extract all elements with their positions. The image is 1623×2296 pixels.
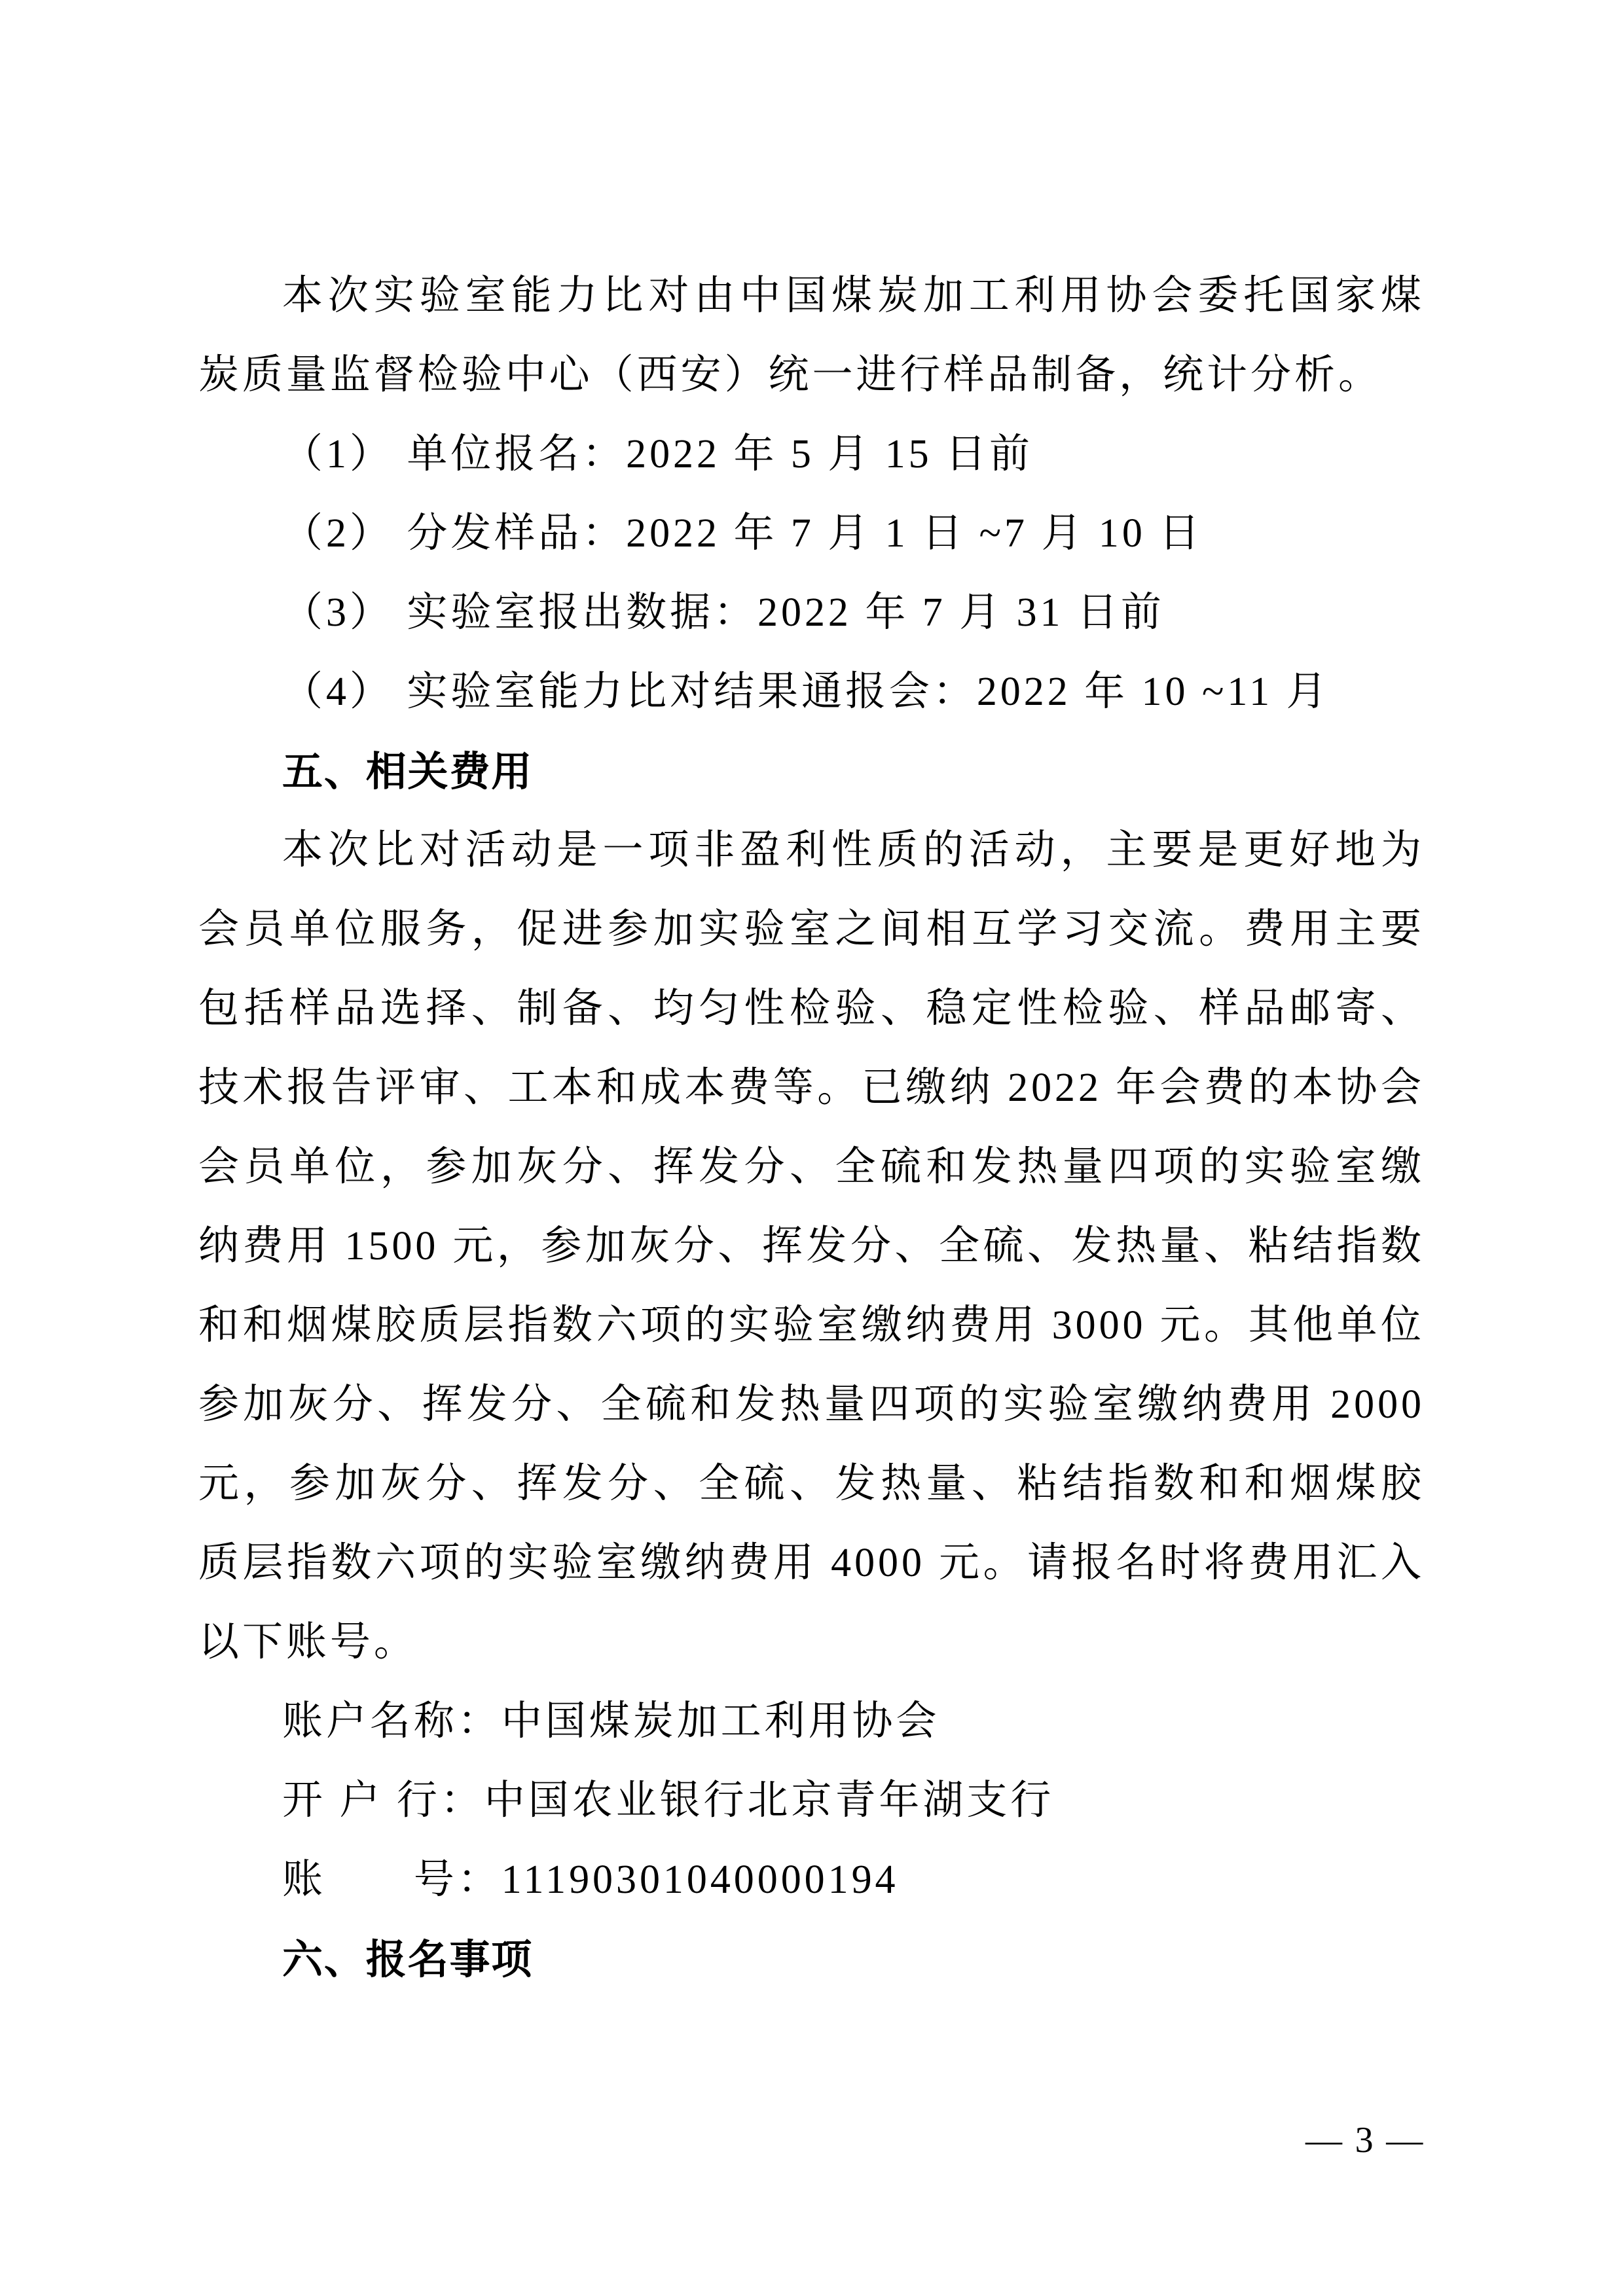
fees-line: 质层指数六项的实验室缴纳费用 4000 元。请报名时将费用汇入 — [198, 1541, 1425, 1585]
section-heading-registration: 六、报名事项 — [282, 1935, 534, 1983]
schedule-item-3: （3） 实验室报出数据：2022 年 7 月 31 日前 — [282, 590, 1165, 635]
fees-line: 纳费用 1500 元，参加灰分、挥发分、全硫、发热量、粘结指数 — [198, 1224, 1425, 1268]
fees-line: 技术报告评审、工本和成本费等。已缴纳 2022 年会费的本协会 — [198, 1066, 1425, 1110]
intro-line: 炭质量监督检验中心（西安）统一进行样品制备，统计分析。 — [198, 353, 1382, 397]
bank-line: 开 户 行：中国农业银行北京青年湖支行 — [282, 1778, 1055, 1823]
schedule-item-2: （2） 分发样品：2022 年 7 月 1 日 ~7 月 10 日 — [282, 511, 1203, 556]
account-name-line: 账户名称：中国煤炭加工利用协会 — [282, 1699, 940, 1744]
page-number: — 3 — — [1305, 2120, 1425, 2161]
document-body — [198, 257, 1425, 1999]
fees-line: 会员单位，参加灰分、挥发分、全硫和发热量四项的实验室缴 — [198, 1145, 1425, 1189]
fees-line: 本次比对活动是一项非盈利性质的活动，主要是更好地为 — [282, 828, 1425, 872]
fees-line: 参加灰分、挥发分、全硫和发热量四项的实验室缴纳费用 2000 — [198, 1382, 1425, 1427]
schedule-item-1: （1） 单位报名：2022 年 5 月 15 日前 — [282, 432, 1033, 476]
intro-line: 本次实验室能力比对由中国煤炭加工利用协会委托国家煤 — [282, 274, 1425, 318]
fees-line: 和和烟煤胶质层指数六项的实验室缴纳费用 3000 元。其他单位 — [198, 1303, 1425, 1348]
account-number-line: 账 号：11190301040000194 — [282, 1857, 899, 1902]
fees-line: 元，参加灰分、挥发分、全硫、发热量、粘结指数和和烟煤胶 — [198, 1462, 1425, 1506]
fees-line: 以下账号。 — [198, 1620, 418, 1664]
fees-line: 会员单位服务，促进参加实验室之间相互学习交流。费用主要 — [198, 907, 1425, 952]
section-heading-fees: 五、相关费用 — [282, 747, 534, 795]
fees-line: 包括样品选择、制备、均匀性检验、稳定性检验、样品邮寄、 — [198, 986, 1425, 1031]
schedule-item-4: （4） 实验室能力比对结果通报会：2022 年 10 ~11 月 — [282, 670, 1330, 714]
